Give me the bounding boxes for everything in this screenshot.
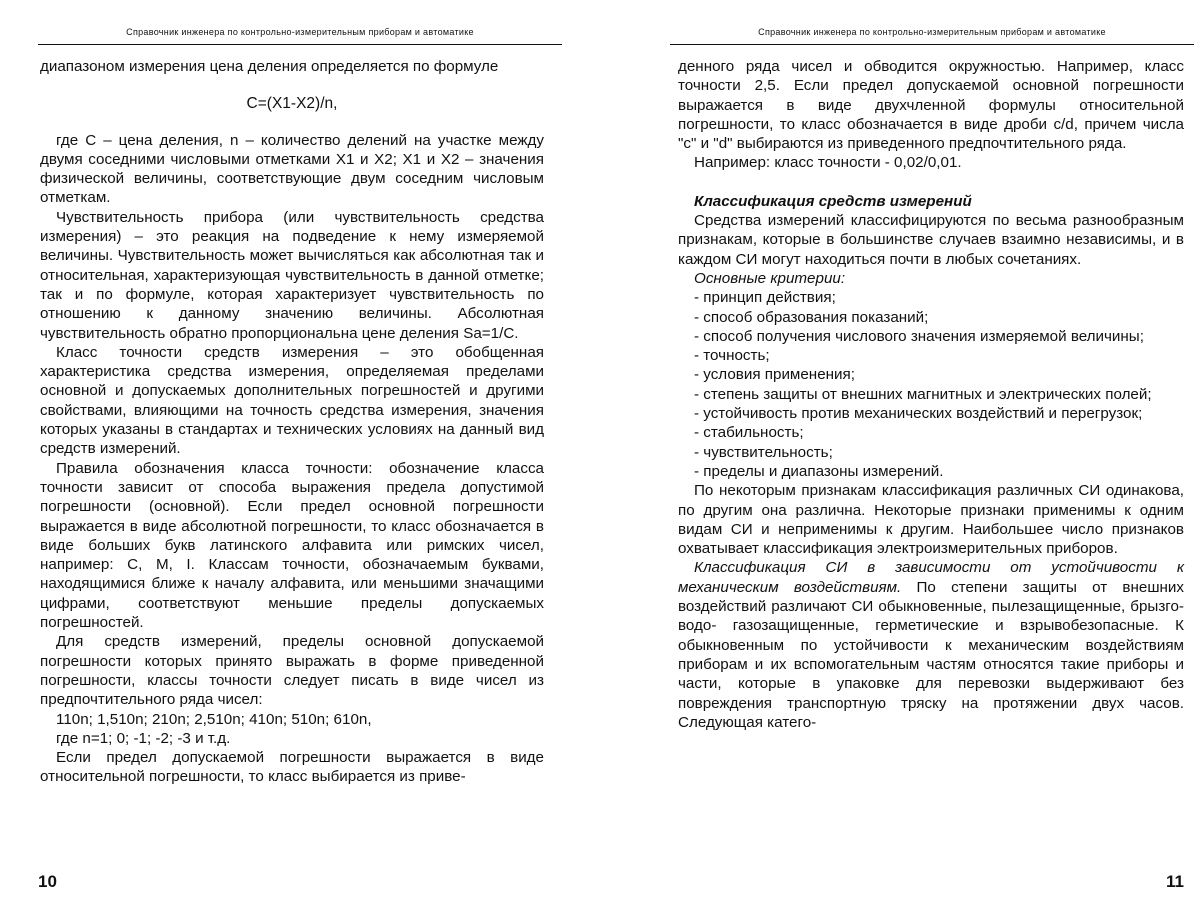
page-number-left: 10 (38, 872, 57, 891)
series-note: где n=1; 0; -1; -2; -3 и т.д. (56, 729, 231, 747)
criteria-list (678, 288, 1184, 481)
paragraph: Класс точности средств измерения – это обобщенная характеристика средства измерения, определяемая пределами основной и допускаемых дополнительных погрешностей и другими свойствами, влияющими на точность средства измерения, значения которых указаны в стандартах и технических условиях на данный вид средств измерений. (40, 343, 544, 458)
paragraph: Например: класс точности - 0,02/0,01. (694, 154, 962, 172)
list-item: - способ получения числового значения измеряемой величины; (694, 327, 1144, 345)
paragraph: Правила обозначения класса точности: обозначение класса точности зависит от способа выражения предела допустимой погрешности (основной). Если предел основной погрешности выражается в виде абсолютной погрешности, то класс обозначается в виде больших букв латинского алфавита или римских чисел, например: С, М, I. Классам точности, обозначаемым буквами, находящимися ближе к началу алфавита, или меньшими значащими цифрами, соответствуют меньшие пределы допускаемых погрешностей. (40, 459, 544, 632)
paragraph: Если предел допускаемой погрешности выражается в виде относительной погрешности, то класс выбирается из приве- (40, 749, 544, 786)
number-series: 110n; 1,510n; 210n; 2,510n; 410n; 510n; 610n, (56, 710, 372, 728)
page-number-right: 11 (1166, 872, 1184, 891)
paragraph: Для средств измерений, пределы основной допускаемой погрешности которых принято выражать в форме приведенной погрешности, классы точности следует писать в виде чисел из предпочтительного ряда чисел: (40, 633, 544, 709)
header-rule-right (670, 44, 1194, 45)
paragraph-rest: По степени защиты от внешних воздействий различают СИ обыкновенные, пылезащищенные, брызго- водо- газозащищенные, герметические и взрывобезопасные. К обыкновенным по устойчивости к механическим воздействиям приборам и их вспомогательным частям относятся такие приборы и части, которые в упаковке для перевозки выдерживают без повреждения транспортную тряску на протяжении двух часов. Следующая катего- (678, 578, 1184, 731)
paragraph-lead-italic: Классификация СИ в зависимости от устойчивости к механическим воздействиям. (678, 559, 1184, 596)
right-page (600, 0, 1200, 922)
paragraph (678, 558, 1184, 732)
list-item: - стабильность; (694, 424, 804, 442)
formula: C=(X1-X2)/n, (246, 95, 338, 113)
right-page-text (678, 57, 1184, 732)
list-item: - степень защиты от внешних магнитных и электрических полей; (694, 385, 1152, 403)
criteria-title: Основные критерии: (694, 269, 846, 287)
paragraph: Чувствительность прибора (или чувствительность средства измерения) – это реакция на подведение к нему измеряемой величины. Чувствительность может вычисляться как абсолютная так и относительная, характеризующая чувствительность в данной отметке; так и по формуле, которая характеризует чувствительность по отношению к данному значению величины. Абсолютная чувствительность обратно пропорциональна цене деления Sa=1/C. (40, 208, 544, 342)
section-heading: Классификация средств измерений (694, 192, 972, 210)
list-item: - пределы и диапазоны измерений. (694, 462, 944, 480)
paragraph: денного ряда чисел и обводится окружностью. Например, класс точности 2,5. Если предел допускаемой основной погрешности выражается в виде двухчленной формулы относительной погрешности, то класс обозначается в виде дроби c/d, причем числа "c" и "d" выбираются из приведенного предпочтительного ряда. (678, 58, 1184, 153)
list-item: - устойчивость против механических воздействий и перегрузок; (694, 405, 1143, 423)
list-item: - способ образования показаний; (694, 308, 929, 326)
header-rule-left (38, 44, 562, 45)
list-item: - условия применения; (694, 366, 855, 384)
paragraph: диапазоном измерения цена деления определяется по формуле (40, 58, 499, 75)
list-item: - принцип действия; (694, 289, 836, 307)
paragraph: Средства измерений классифицируются по весьма разнообразным признакам, которые в большинстве случаев взаимно независимы, и в каждом СИ могут находиться почти в любых сочетаниях. (678, 212, 1184, 268)
left-page-text (40, 57, 544, 787)
paragraph: где С – цена деления, n – количество делений на участке между двумя соседними числовыми отметками X1 и X2; X1 и X2 – значения физической величины, соответствующие двум соседним числовым отметкам. (40, 131, 544, 207)
running-header-right: Справочник инженера по контрольно-измерительным приборам и автоматике (758, 27, 1106, 37)
paragraph: По некоторым признакам классификация различных СИ одинакова, по другим она различна. Некоторые признаки применимы к одним видам СИ и неприменимы к другим. Наибольшее число признаков охватывает классификация электроизмерительных приборов. (678, 482, 1184, 558)
running-header-left: Справочник инженера по контрольно-измерительным приборам и автоматике (126, 27, 474, 37)
list-item: - чувствительность; (694, 443, 833, 461)
list-item: - точность; (694, 347, 770, 365)
